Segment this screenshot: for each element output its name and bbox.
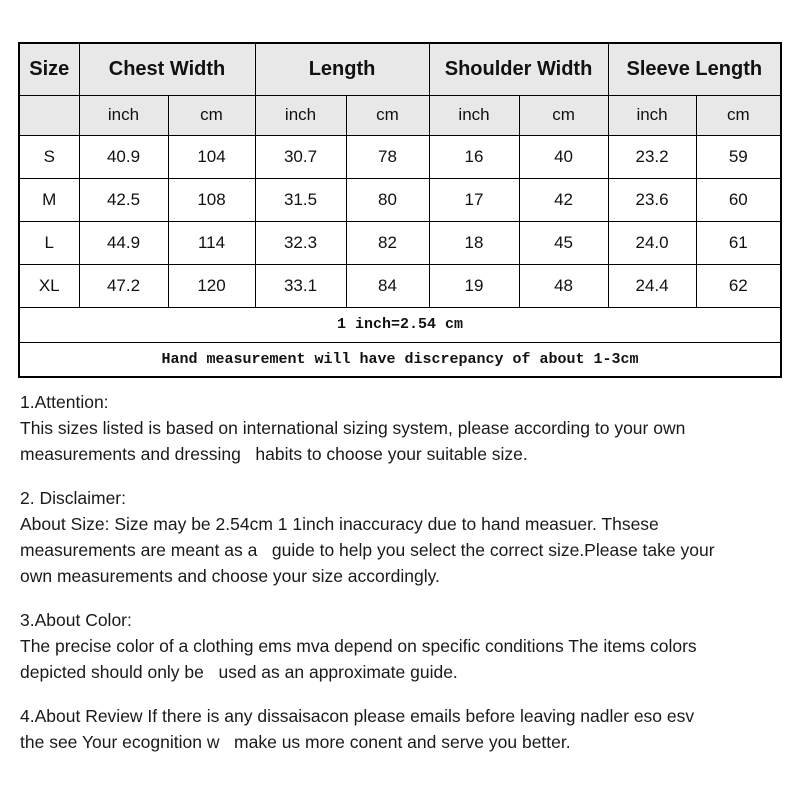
col-header-length: Length <box>255 43 429 95</box>
table-cell: 84 <box>346 264 429 307</box>
footnote-inch-conversion: 1 inch=2.54 cm <box>19 307 781 342</box>
table-cell: 78 <box>346 135 429 178</box>
table-cell: 104 <box>168 135 255 178</box>
notes-line: measurements are meant as a guide to help you select the correct size.Please take your <box>20 540 715 560</box>
notes-line: 4.About Review If there is any dissaisacon please emails before leaving nadler eso esv <box>20 706 695 726</box>
table-cell: 24.4 <box>608 264 696 307</box>
col-header-size: Size <box>19 43 79 95</box>
table-cell: 24.0 <box>608 221 696 264</box>
table-cell: 62 <box>696 264 781 307</box>
size-label-cell: XL <box>19 264 79 307</box>
table-cell: 45 <box>519 221 608 264</box>
notes-text-block <box>20 389 786 773</box>
size-table <box>18 42 782 378</box>
table-row-l <box>19 221 781 264</box>
size-label-cell: M <box>19 178 79 221</box>
unit-header-shoulder-inch: inch <box>429 95 519 135</box>
notes-section-about-review <box>20 703 786 755</box>
table-cell: 16 <box>429 135 519 178</box>
table-cell: 48 <box>519 264 608 307</box>
unit-header-sleeve-cm: cm <box>696 95 781 135</box>
table-cell: 120 <box>168 264 255 307</box>
col-header-shoulder-width: Shoulder Width <box>429 43 608 95</box>
col-header-chest-width: Chest Width <box>79 43 255 95</box>
table-row-m <box>19 178 781 221</box>
notes-heading: 3.About Color: <box>20 610 132 630</box>
table-footnote-row <box>19 342 781 377</box>
table-cell: 80 <box>346 178 429 221</box>
table-cell: 108 <box>168 178 255 221</box>
table-cell: 82 <box>346 221 429 264</box>
table-cell: 42 <box>519 178 608 221</box>
notes-section-about-color <box>20 607 786 685</box>
notes-heading: 1.Attention: <box>20 392 109 412</box>
table-cell: 30.7 <box>255 135 346 178</box>
notes-section-attention <box>20 389 786 467</box>
table-cell: 17 <box>429 178 519 221</box>
table-cell: 19 <box>429 264 519 307</box>
table-cell: 18 <box>429 221 519 264</box>
footnote-hand-measurement: Hand measurement will have discrepancy of about 1-3cm <box>19 342 781 377</box>
size-label-cell: S <box>19 135 79 178</box>
notes-line: The precise color of a clothing ems mva depend on specific conditions The items colors <box>20 636 697 656</box>
table-unit-header-row <box>19 95 781 135</box>
notes-section-disclaimer <box>20 485 786 589</box>
table-cell: 23.6 <box>608 178 696 221</box>
table-cell: 31.5 <box>255 178 346 221</box>
table-cell: 32.3 <box>255 221 346 264</box>
unit-header-length-inch: inch <box>255 95 346 135</box>
table-header-row <box>19 43 781 95</box>
notes-line: measurements and dressing habits to choose your suitable size. <box>20 444 528 464</box>
size-label-cell: L <box>19 221 79 264</box>
table-row-xl <box>19 264 781 307</box>
notes-line: depicted should only be used as an approximate guide. <box>20 662 458 682</box>
unit-header-shoulder-cm: cm <box>519 95 608 135</box>
notes-heading: 2. Disclaimer: <box>20 488 126 508</box>
notes-line: About Size: Size may be 2.54cm 1 1inch inaccuracy due to hand measuer. Thsese <box>20 514 659 534</box>
table-cell: 114 <box>168 221 255 264</box>
table-cell: 59 <box>696 135 781 178</box>
table-cell: 44.9 <box>79 221 168 264</box>
table-footnote-row <box>19 307 781 342</box>
table-cell: 47.2 <box>79 264 168 307</box>
unit-header-length-cm: cm <box>346 95 429 135</box>
table-row-s <box>19 135 781 178</box>
unit-header-spacer <box>19 95 79 135</box>
table-cell: 60 <box>696 178 781 221</box>
table-cell: 42.5 <box>79 178 168 221</box>
table-cell: 40 <box>519 135 608 178</box>
table-cell: 23.2 <box>608 135 696 178</box>
table-cell: 33.1 <box>255 264 346 307</box>
table-cell: 61 <box>696 221 781 264</box>
col-header-sleeve-length: Sleeve Length <box>608 43 781 95</box>
table-cell: 40.9 <box>79 135 168 178</box>
notes-line: This sizes listed is based on international sizing system, please according to your own <box>20 418 686 438</box>
notes-line: the see Your ecognition w make us more conent and serve you better. <box>20 732 571 752</box>
unit-header-chest-inch: inch <box>79 95 168 135</box>
unit-header-chest-cm: cm <box>168 95 255 135</box>
unit-header-sleeve-inch: inch <box>608 95 696 135</box>
notes-line: own measurements and choose your size accordingly. <box>20 566 440 586</box>
